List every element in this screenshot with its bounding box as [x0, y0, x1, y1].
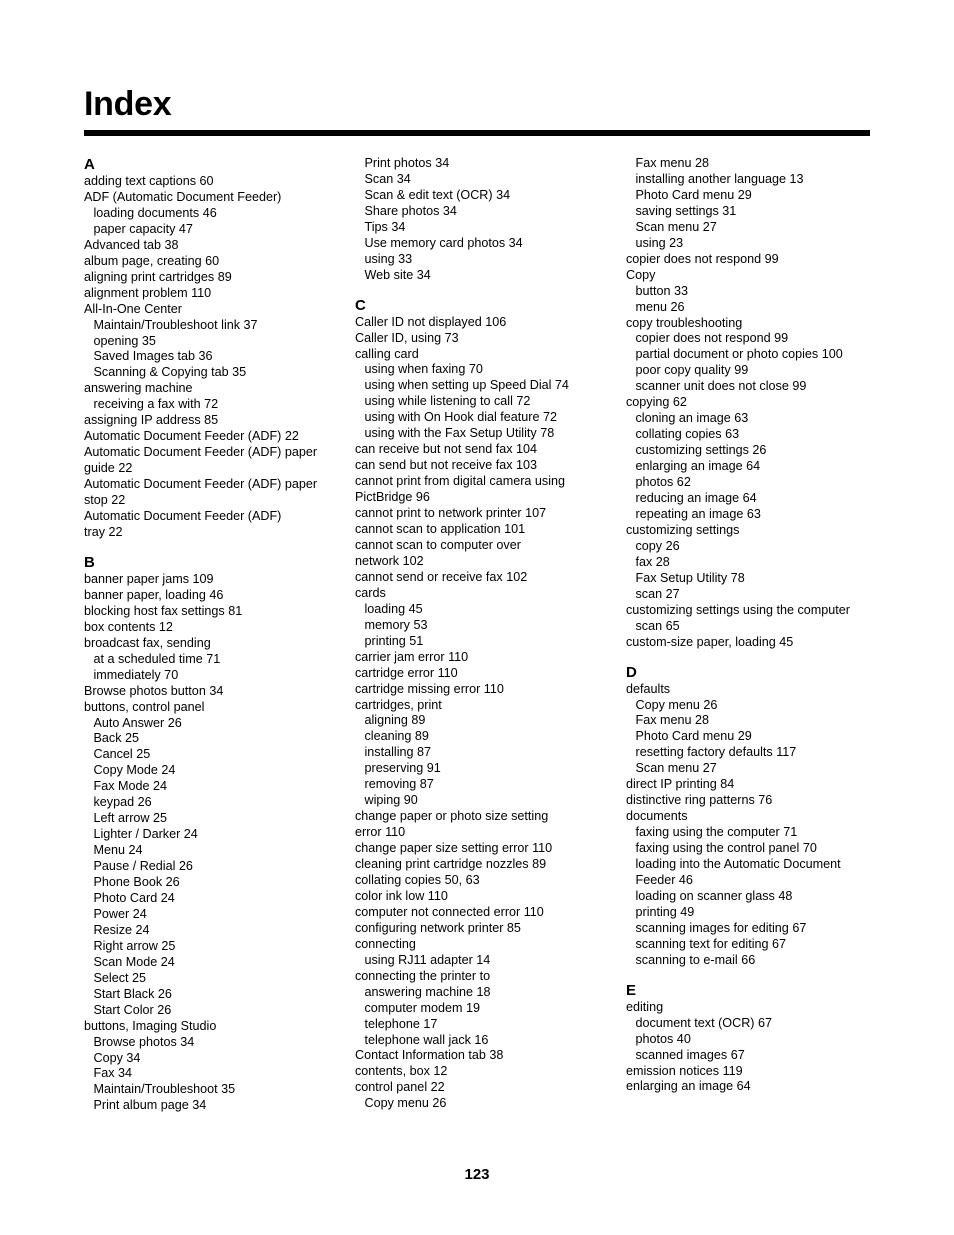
index-subentry: wiping 90 [364, 793, 418, 808]
index-subentry: Tips 34 [364, 219, 406, 234]
index-subentry: menu 26 [635, 299, 685, 314]
section-letter: B [84, 553, 95, 571]
index-entry: answering machine [84, 381, 193, 396]
index-subentry: Start Color 26 [93, 1002, 172, 1017]
index-subentry: Left arrow 25 [93, 811, 168, 826]
index-subentry: Copy Mode 24 [93, 763, 176, 778]
index-subentry: printing 49 [635, 904, 695, 919]
index-subentry: using with On Hook dial feature 72 [364, 410, 558, 425]
index-subentry: photos 40 [635, 1031, 691, 1046]
index-subentry: using 33 [364, 251, 413, 266]
index-subentry: telephone wall jack 16 [364, 1032, 489, 1047]
index-entry: network 102 [355, 553, 424, 568]
index-subentry: scanning to e-mail 66 [635, 952, 756, 967]
index-subentry: aligning 89 [364, 713, 426, 728]
index-entry: collating copies 50, 63 [355, 872, 480, 887]
index-subentry: enlarging an image 64 [635, 459, 761, 474]
page-number: 123 [464, 1166, 490, 1183]
index-entry: cannot print from digital camera using [355, 474, 565, 489]
index-subentry: installing another language 13 [635, 171, 804, 186]
index-subentry: Fax Mode 24 [93, 779, 168, 794]
index-entry: stop 22 [84, 493, 126, 508]
index-subentry: Fax Setup Utility 78 [635, 570, 745, 585]
index-subentry: Feeder 46 [635, 872, 693, 887]
index-subentry: opening 35 [93, 333, 156, 348]
index-subentry: immediately 70 [93, 667, 179, 682]
index-column-2 [355, 156, 617, 1112]
index-subentry: scanning text for editing 67 [635, 936, 787, 951]
index-subentry: scanned images 67 [635, 1047, 745, 1062]
index-entry: Advanced tab 38 [84, 237, 179, 252]
index-entry: Automatic Document Feeder (ADF) paper [84, 445, 318, 460]
index-entry: cannot send or receive fax 102 [355, 569, 528, 584]
index-entry: can send but not receive fax 103 [355, 458, 538, 473]
index-entry: change paper size setting error 110 [355, 841, 553, 856]
index-subentry: Scan menu 27 [635, 219, 717, 234]
index-subentry: fax 28 [635, 554, 670, 569]
index-subentry: document text (OCR) 67 [635, 1015, 772, 1030]
index-entry: assigning IP address 85 [84, 413, 219, 428]
index-subentry: Copy menu 26 [635, 697, 718, 712]
section-gap [626, 651, 870, 664]
section-letter: A [84, 156, 95, 173]
index-entry: Caller ID not displayed 106 [355, 314, 507, 329]
section-gap [84, 541, 346, 554]
index-subentry: Fax 34 [93, 1066, 133, 1081]
index-entry: contents, box 12 [355, 1064, 448, 1079]
index-subentry: photos 62 [635, 475, 691, 490]
index-subentry: loading on scanner glass 48 [635, 888, 793, 903]
index-entry: error 110 [355, 825, 406, 840]
index-entry: distinctive ring patterns 76 [626, 793, 773, 808]
index-subentry: copy 26 [635, 538, 680, 553]
index-entry: color ink low 110 [355, 888, 448, 903]
index-entry: album page, creating 60 [84, 253, 220, 268]
section-gap [626, 969, 870, 982]
index-subentry: Auto Answer 26 [93, 715, 182, 730]
index-subentry: Phone Book 26 [93, 875, 180, 890]
index-entry: banner paper jams 109 [84, 571, 214, 586]
index-entry: Automatic Document Feeder (ADF) paper [84, 477, 318, 492]
index-entry: alignment problem 110 [84, 285, 212, 300]
index-entry: cannot scan to computer over [355, 537, 521, 552]
index-entry: adding text captions 60 [84, 174, 214, 188]
index-subentry: Fax menu 28 [635, 156, 710, 170]
section-letter: E [626, 981, 637, 999]
index-subentry: Scanning & Copying tab 35 [93, 365, 247, 380]
index-entry: Automatic Document Feeder (ADF) 22 [84, 429, 299, 444]
index-entry: customizing settings [626, 522, 740, 537]
index-subentry: receiving a fax with 72 [93, 397, 219, 412]
index-subentry: scan 65 [635, 618, 680, 633]
index-subentry: Copy menu 26 [364, 1096, 447, 1111]
index-entry: copying 62 [626, 395, 687, 410]
index-subentry: Share photos 34 [364, 203, 457, 218]
index-subentry: Back 25 [93, 731, 140, 746]
index-entry: Browse photos button 34 [84, 683, 224, 698]
index-entry: cartridge missing error 110 [355, 681, 504, 696]
index-subentry: removing 87 [364, 777, 434, 792]
index-subentry: scanning images for editing 67 [635, 920, 807, 935]
index-subentry: cleaning 89 [364, 729, 429, 744]
index-entry: defaults [626, 681, 671, 696]
index-subentry: at a scheduled time 71 [93, 651, 221, 666]
index-entry: documents [626, 809, 688, 824]
section-letter: C [355, 296, 366, 314]
index-subentry: computer modem 19 [364, 1000, 480, 1015]
index-entry: cartridge error 110 [355, 665, 458, 680]
index-entry: control panel 22 [355, 1080, 445, 1095]
index-subentry: Cancel 25 [93, 747, 151, 762]
index-subentry: copier does not respond 99 [635, 331, 789, 346]
section-letter: D [626, 663, 637, 681]
index-subentry: answering machine 18 [364, 984, 491, 999]
index-subentry: resetting factory defaults 117 [635, 745, 797, 760]
index-subentry: Resize 24 [93, 922, 150, 937]
index-subentry: using 23 [635, 235, 684, 250]
index-entry: box contents 12 [84, 619, 173, 634]
index-entry: PictBridge 96 [355, 490, 430, 505]
section-gap [355, 284, 617, 297]
index-entry: copier does not respond 99 [626, 251, 779, 266]
index-subentry: Fax menu 28 [635, 713, 710, 728]
index-subentry: Copy 34 [93, 1050, 141, 1065]
index-entry: banner paper, loading 46 [84, 587, 224, 602]
index-subentry: cloning an image 63 [635, 411, 749, 426]
index-entry: Caller ID, using 73 [355, 330, 459, 345]
page-title: Index [84, 85, 172, 123]
index-subentry: telephone 17 [364, 1016, 438, 1031]
index-subentry: Power 24 [93, 906, 147, 921]
index-entry: computer not connected error 110 [355, 904, 544, 919]
index-subentry: Maintain/Troubleshoot 35 [93, 1082, 236, 1097]
index-subentry: Scan 34 [364, 171, 411, 186]
index-entry: aligning print cartridges 89 [84, 269, 232, 284]
index-subentry: Photo Card menu 29 [635, 187, 752, 202]
index-entry: buttons, Imaging Studio [84, 1018, 217, 1033]
index-entry: cartridges, print [355, 697, 442, 712]
index-subentry: using RJ11 adapter 14 [364, 952, 491, 967]
index-entry: cleaning print cartridge nozzles 89 [355, 857, 547, 872]
index-subentry: using when setting up Speed Dial 74 [364, 378, 569, 393]
index-subentry: loading documents 46 [93, 205, 217, 220]
index-entry: change paper or photo size setting [355, 809, 549, 824]
index-subentry: partial document or photo copies 100 [635, 347, 843, 362]
index-subentry: Pause / Redial 26 [93, 859, 193, 874]
index-subentry: keypad 26 [93, 795, 152, 810]
index-entry: buttons, control panel [84, 699, 205, 714]
index-entry: emission notices 119 [626, 1063, 743, 1078]
index-entry: direct IP printing 84 [626, 777, 735, 792]
index-subentry: scan 27 [635, 586, 680, 601]
index-subentry: faxing using the control panel 70 [635, 841, 817, 856]
index-subentry: saving settings 31 [635, 203, 737, 218]
index-entry: copy troubleshooting [626, 315, 743, 330]
index-column-1 [84, 156, 346, 1114]
index-entry: connecting [355, 936, 416, 951]
index-subentry: preserving 91 [364, 761, 441, 776]
index-subentry: Print album page 34 [93, 1098, 207, 1113]
index-subentry: Saved Images tab 36 [93, 349, 213, 364]
index-subentry: Menu 24 [93, 843, 143, 858]
index-subentry: using with the Fax Setup Utility 78 [364, 426, 555, 441]
index-subentry: customizing settings 26 [635, 443, 767, 458]
index-subentry: loading into the Automatic Document [635, 857, 841, 872]
index-subentry: Scan & edit text (OCR) 34 [364, 187, 511, 202]
index-entry: cannot print to network printer 107 [355, 506, 547, 521]
index-entry: tray 22 [84, 524, 123, 539]
index-column-3 [626, 156, 870, 1095]
index-subentry: Start Black 26 [93, 986, 172, 1001]
index-subentry: Web site 34 [364, 267, 431, 282]
index-subentry: Right arrow 25 [93, 938, 176, 953]
index-subentry: reducing an image 64 [635, 491, 757, 506]
index-entry: calling card [355, 346, 419, 361]
index-subentry: Use memory card photos 34 [364, 235, 523, 250]
index-entry: guide 22 [84, 461, 133, 476]
index-entry: customizing settings using the computer [626, 602, 851, 617]
index-entry: broadcast fax, sending [84, 635, 211, 650]
index-entry: Copy [626, 267, 656, 282]
index-entry: ADF (Automatic Document Feeder) [84, 189, 282, 204]
index-entry: cards [355, 585, 386, 600]
index-subentry: Print photos 34 [364, 156, 450, 170]
index-entry: blocking host fax settings 81 [84, 603, 243, 618]
title-rule [84, 130, 870, 136]
index-subentry: memory 53 [364, 617, 428, 632]
index-subentry: installing 87 [364, 745, 432, 760]
index-entry: carrier jam error 110 [355, 649, 469, 664]
index-entry: can receive but not send fax 104 [355, 442, 538, 457]
index-subentry: button 33 [635, 283, 689, 298]
index-subentry: paper capacity 47 [93, 221, 193, 236]
index-subentry: collating copies 63 [635, 427, 740, 442]
index-subentry: printing 51 [364, 633, 424, 648]
index-subentry: repeating an image 63 [635, 506, 761, 521]
index-subentry: Browse photos 34 [93, 1034, 195, 1049]
index-subentry: scanner unit does not close 99 [635, 379, 807, 394]
index-subentry: poor copy quality 99 [635, 363, 749, 378]
index-subentry: Select 25 [93, 970, 147, 985]
index-subentry: Photo Card 24 [93, 890, 175, 905]
index-entry: All-In-One Center [84, 301, 182, 316]
index-entry: configuring network printer 85 [355, 920, 521, 935]
index-entry: cannot scan to application 101 [355, 522, 526, 537]
index-entry: Automatic Document Feeder (ADF) [84, 509, 282, 524]
index-entry: Contact Information tab 38 [355, 1048, 504, 1063]
index-entry: editing [626, 999, 664, 1014]
index-subentry: using while listening to call 72 [364, 394, 531, 409]
index-subentry: faxing using the computer 71 [635, 825, 798, 840]
index-subentry: Scan menu 27 [635, 761, 717, 776]
index-subentry: loading 45 [364, 601, 423, 616]
index-entry: connecting the printer to [355, 968, 491, 983]
index-entry: custom-size paper, loading 45 [626, 634, 794, 649]
index-subentry: using when faxing 70 [364, 362, 483, 377]
index-subentry: Maintain/Troubleshoot link 37 [93, 317, 258, 332]
index-entry: enlarging an image 64 [626, 1079, 751, 1094]
index-subentry: Scan Mode 24 [93, 954, 175, 969]
index-subentry: Lighter / Darker 24 [93, 827, 198, 842]
index-subentry: Photo Card menu 29 [635, 729, 752, 744]
